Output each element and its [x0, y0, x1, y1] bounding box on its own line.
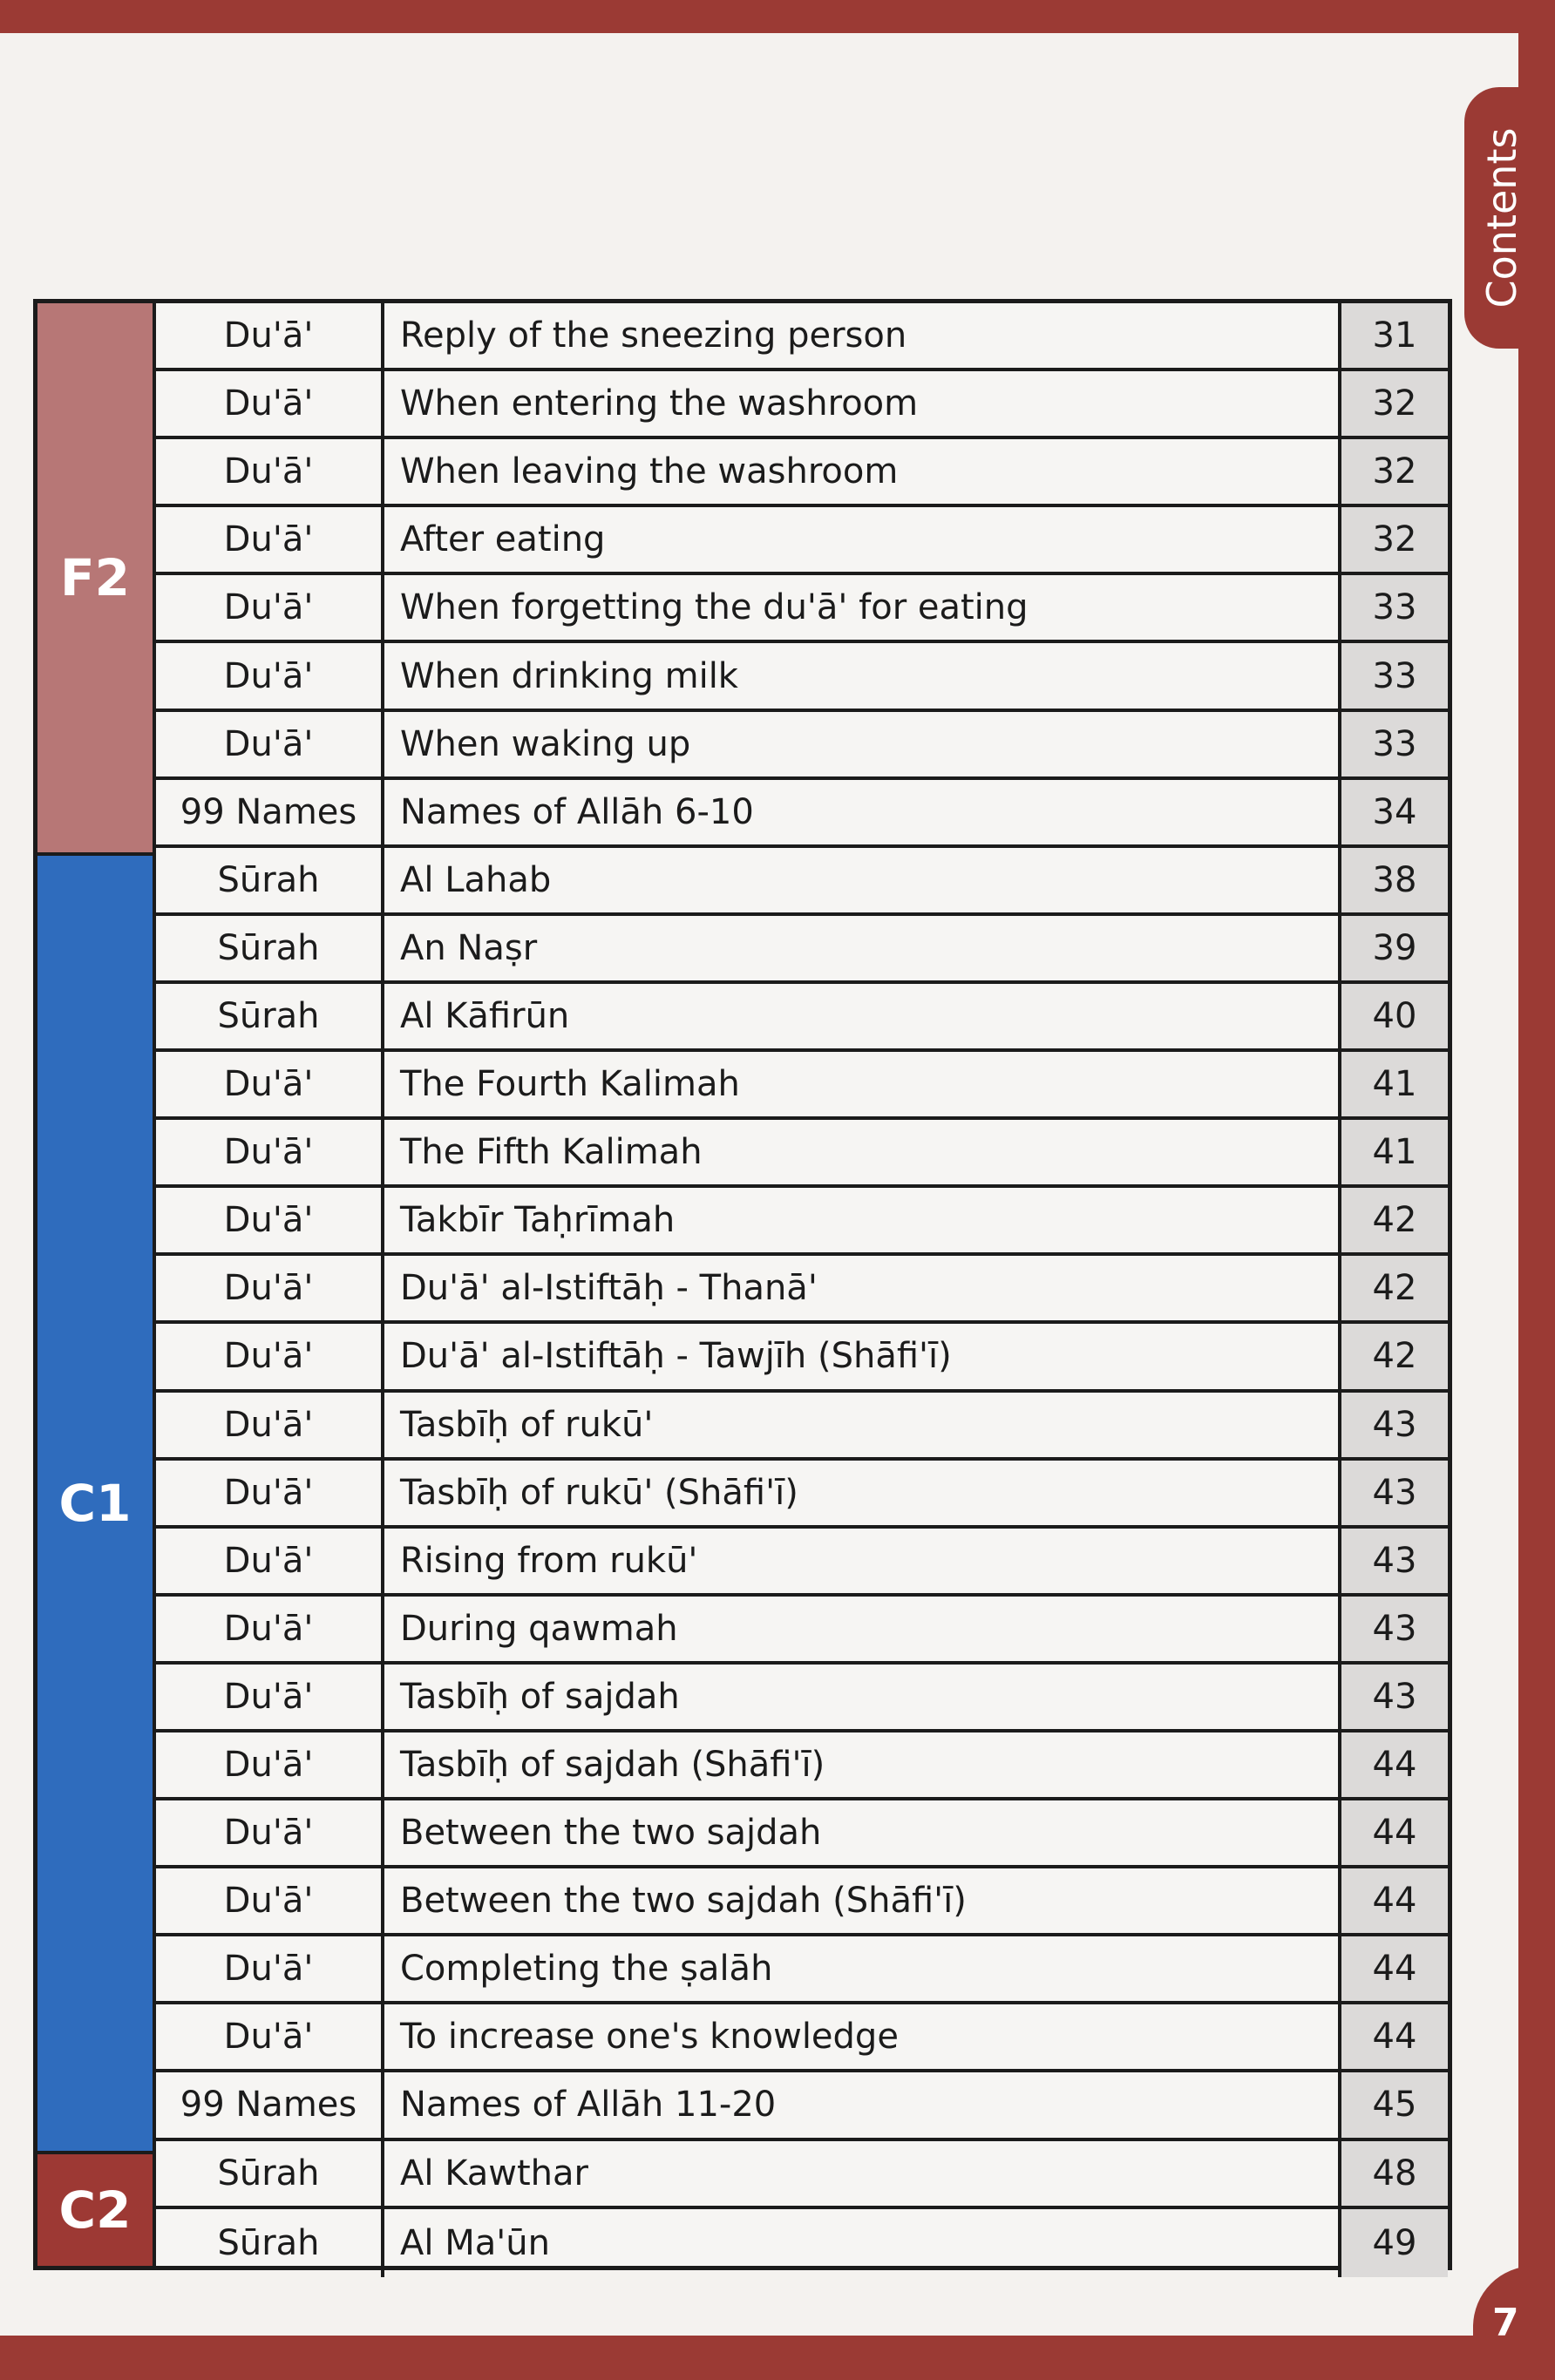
entry-type: Du'ā' — [156, 1529, 384, 1593]
entry-page: 49 — [1341, 2209, 1448, 2277]
page-frame-right — [1518, 0, 1555, 2380]
entry-type: Du'ā' — [156, 643, 384, 708]
entry-type: 99 Names — [156, 780, 384, 844]
table-row[interactable] — [156, 1120, 1448, 1188]
table-row[interactable] — [156, 1256, 1448, 1324]
section-label-f2: F2 — [37, 303, 153, 856]
entry-title: Tasbīḥ of sajdah — [384, 1665, 1341, 1729]
entry-title: The Fifth Kalimah — [384, 1120, 1341, 1184]
section-label-c2: C2 — [37, 2154, 153, 2266]
table-row[interactable] — [156, 712, 1448, 780]
table-row[interactable] — [156, 575, 1448, 643]
table-row[interactable] — [156, 507, 1448, 575]
entry-page: 44 — [1341, 2004, 1448, 2069]
entry-type: Du'ā' — [156, 1665, 384, 1729]
table-row[interactable] — [156, 1597, 1448, 1665]
table-row[interactable] — [156, 1529, 1448, 1597]
entry-title: Rising from rukū' — [384, 1529, 1341, 1593]
entry-title: Completing the ṣalāh — [384, 1936, 1341, 2001]
entry-title: Between the two sajdah (Shāfi'ī) — [384, 1868, 1341, 1933]
entry-type: Du'ā' — [156, 371, 384, 436]
entry-type: Du'ā' — [156, 303, 384, 368]
entry-title: Tasbīḥ of rukū' — [384, 1393, 1341, 1457]
table-row[interactable] — [156, 303, 1448, 371]
table-row[interactable] — [156, 1393, 1448, 1461]
entry-type: Sūrah — [156, 2141, 384, 2206]
entry-type: Du'ā' — [156, 1461, 384, 1525]
table-row[interactable] — [156, 2072, 1448, 2140]
entry-title: Al Kawthar — [384, 2141, 1341, 2206]
entry-page: 44 — [1341, 1732, 1448, 1797]
table-row[interactable] — [156, 1461, 1448, 1529]
entry-page: 43 — [1341, 1393, 1448, 1457]
table-row[interactable] — [156, 1188, 1448, 1256]
table-row[interactable] — [156, 2004, 1448, 2072]
entry-page: 43 — [1341, 1461, 1448, 1525]
table-row[interactable] — [156, 848, 1448, 916]
entry-title: During qawmah — [384, 1597, 1341, 1661]
contents-rows — [153, 303, 1448, 2266]
table-row[interactable] — [156, 1936, 1448, 2004]
entry-type: Du'ā' — [156, 1868, 384, 1933]
entry-title: Reply of the sneezing person — [384, 303, 1341, 368]
table-row[interactable] — [156, 1800, 1448, 1868]
entry-page: 42 — [1341, 1324, 1448, 1388]
entry-page: 41 — [1341, 1052, 1448, 1116]
page-number: 7 — [1492, 2301, 1519, 2345]
entry-page: 44 — [1341, 1936, 1448, 2001]
table-row[interactable] — [156, 371, 1448, 439]
table-row[interactable] — [156, 780, 1448, 848]
table-row[interactable] — [156, 1052, 1448, 1120]
entry-page: 38 — [1341, 848, 1448, 912]
table-row[interactable] — [156, 916, 1448, 984]
entry-page: 39 — [1341, 916, 1448, 980]
entry-title: Tasbīḥ of rukū' (Shāfi'ī) — [384, 1461, 1341, 1525]
entry-type: Du'ā' — [156, 1597, 384, 1661]
entry-type: Du'ā' — [156, 507, 384, 572]
entry-type: Sūrah — [156, 984, 384, 1048]
table-row[interactable] — [156, 1324, 1448, 1392]
entry-page: 31 — [1341, 303, 1448, 368]
table-row[interactable] — [156, 1665, 1448, 1732]
entry-page: 43 — [1341, 1529, 1448, 1593]
entry-page: 33 — [1341, 575, 1448, 640]
entry-type: Du'ā' — [156, 712, 384, 776]
entry-page: 48 — [1341, 2141, 1448, 2206]
entry-title: Tasbīḥ of sajdah (Shāfi'ī) — [384, 1732, 1341, 1797]
entry-page: 32 — [1341, 439, 1448, 504]
entry-type: Du'ā' — [156, 1052, 384, 1116]
entry-type: Sūrah — [156, 848, 384, 912]
table-row[interactable] — [156, 1868, 1448, 1936]
entry-page: 41 — [1341, 1120, 1448, 1184]
entry-type: Du'ā' — [156, 1936, 384, 2001]
table-row[interactable] — [156, 643, 1448, 711]
entry-type: Sūrah — [156, 916, 384, 980]
entry-title: When waking up — [384, 712, 1341, 776]
entry-title: Du'ā' al-Istiftāḥ - Tawjīh (Shāfi'ī) — [384, 1324, 1341, 1388]
entry-page: 33 — [1341, 712, 1448, 776]
entry-page: 43 — [1341, 1597, 1448, 1661]
entry-title: After eating — [384, 507, 1341, 572]
entry-title: The Fourth Kalimah — [384, 1052, 1341, 1116]
entry-type: Du'ā' — [156, 439, 384, 504]
entry-title: When entering the washroom — [384, 371, 1341, 436]
entry-title: When drinking milk — [384, 643, 1341, 708]
contents-table — [33, 299, 1452, 2270]
entry-type: 99 Names — [156, 2072, 384, 2137]
entry-type: Du'ā' — [156, 1188, 384, 1252]
entry-page: 33 — [1341, 643, 1448, 708]
page-frame-bottom — [0, 2336, 1555, 2380]
entry-type: Du'ā' — [156, 575, 384, 640]
table-row[interactable] — [156, 984, 1448, 1052]
table-row[interactable] — [156, 2209, 1448, 2277]
entry-page: 32 — [1341, 507, 1448, 572]
table-row[interactable] — [156, 1732, 1448, 1800]
entry-title: Al Kāfirūn — [384, 984, 1341, 1048]
entry-page: 32 — [1341, 371, 1448, 436]
entry-title: When forgetting the du'ā' for eating — [384, 575, 1341, 640]
entry-title: When leaving the washroom — [384, 439, 1341, 504]
entry-title: To increase one's knowledge — [384, 2004, 1341, 2069]
entry-title: An Naṣr — [384, 916, 1341, 980]
entry-type: Du'ā' — [156, 2004, 384, 2069]
contents-tab-label: Contents — [1478, 127, 1525, 309]
entry-page: 45 — [1341, 2072, 1448, 2137]
entry-type: Du'ā' — [156, 1120, 384, 1184]
entry-type: Sūrah — [156, 2209, 384, 2277]
section-label-c1: C1 — [37, 856, 153, 2154]
entry-page: 40 — [1341, 984, 1448, 1048]
table-row[interactable] — [156, 439, 1448, 507]
entry-title: Al Ma'ūn — [384, 2209, 1341, 2277]
entry-page: 44 — [1341, 1800, 1448, 1865]
entry-page: 42 — [1341, 1256, 1448, 1320]
entry-title: Al Lahab — [384, 848, 1341, 912]
entry-type: Du'ā' — [156, 1800, 384, 1865]
entry-page: 42 — [1341, 1188, 1448, 1252]
entry-title: Du'ā' al-Istiftāḥ - Thanā' — [384, 1256, 1341, 1320]
entry-title: Names of Allāh 11-20 — [384, 2072, 1341, 2137]
entry-page: 34 — [1341, 780, 1448, 844]
entry-page: 43 — [1341, 1665, 1448, 1729]
page-frame-top — [0, 0, 1555, 33]
entry-type: Du'ā' — [156, 1256, 384, 1320]
entry-type: Du'ā' — [156, 1732, 384, 1797]
entry-type: Du'ā' — [156, 1393, 384, 1457]
entry-title: Between the two sajdah — [384, 1800, 1341, 1865]
entry-type: Du'ā' — [156, 1324, 384, 1388]
entry-title: Takbīr Taḥrīmah — [384, 1188, 1341, 1252]
table-row[interactable] — [156, 2141, 1448, 2209]
entry-title: Names of Allāh 6-10 — [384, 780, 1341, 844]
entry-page: 44 — [1341, 1868, 1448, 1933]
